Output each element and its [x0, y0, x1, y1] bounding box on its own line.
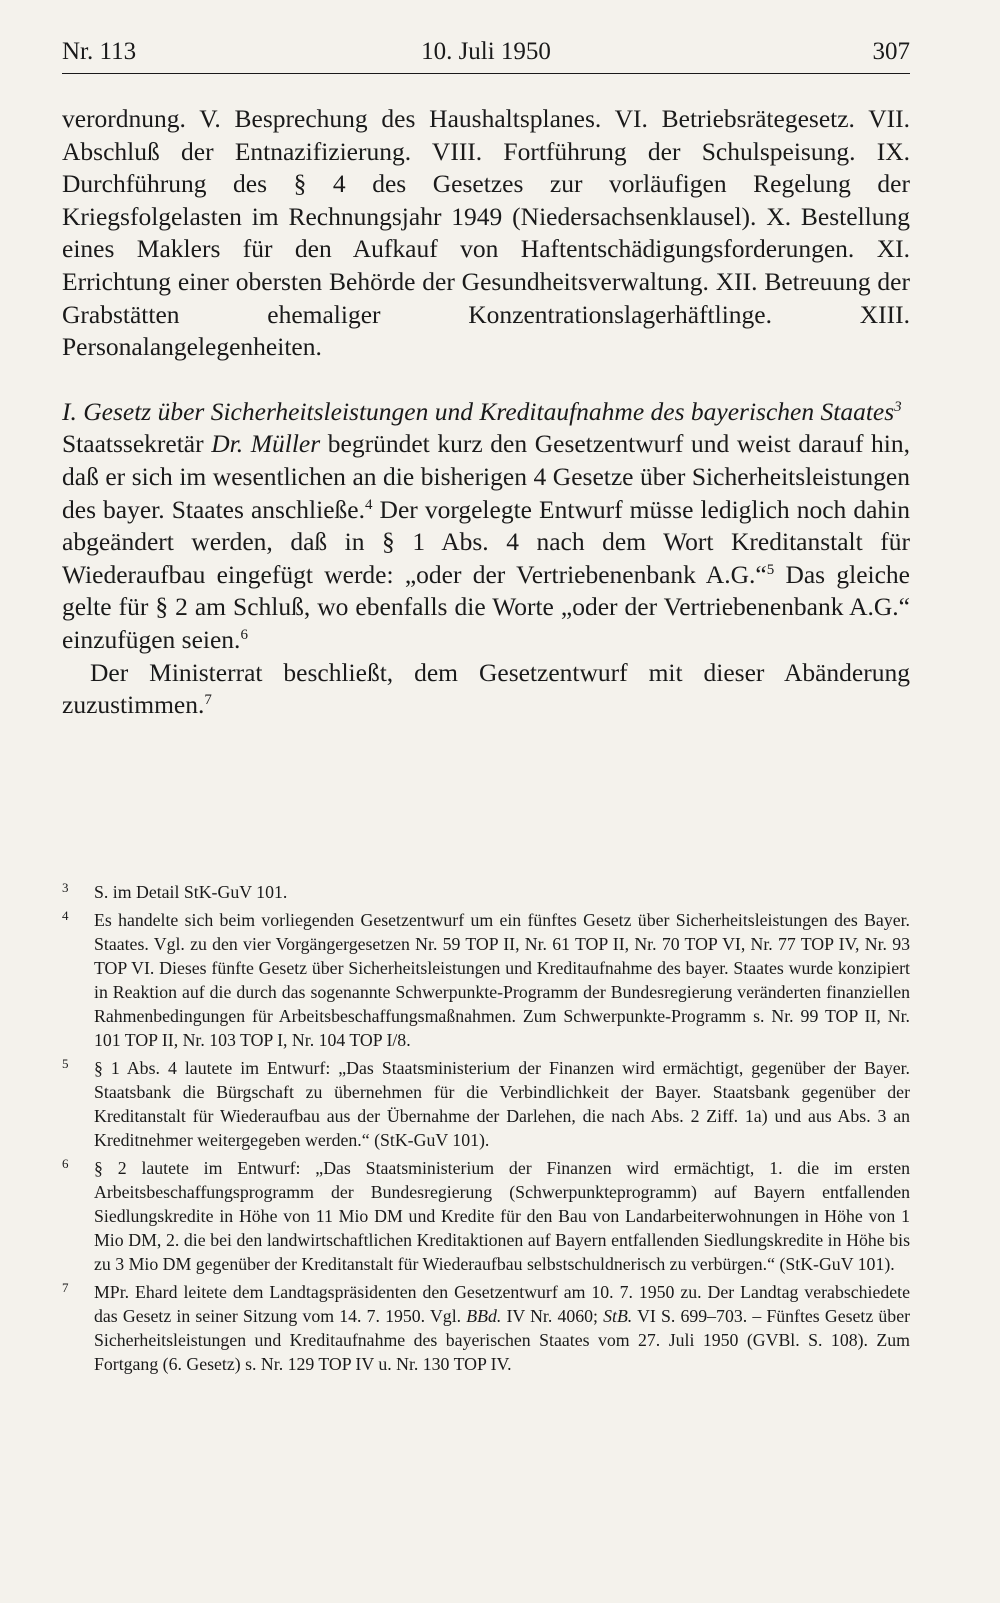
section-heading [62, 396, 910, 429]
footnote-ref-7: 7 [204, 692, 212, 709]
statement-text-b: Der vorgelegte Entwurf müsse lediglich noch dahin abgeändert werden, daß in § 1 Abs. 4 nach dem Wort Kreditanstalt für Wiederaufbau eingefügt werde: „oder der Vertriebenenbank A.G.“ [62, 494, 911, 589]
footnote-ref-3: 3 [894, 398, 902, 415]
footnote-text-a: MPr. Ehard leitete dem Landtagspräsidenten den Gesetzentwurf am 10. 7. 1950 zu. Der Landtag verabschiedete das Gesetz in seiner Sitzung vom 14. 7. 1950. Vgl. [94, 1282, 910, 1326]
footnote-3 [62, 880, 910, 904]
footnote-number: 3 [62, 880, 69, 895]
footnote-7 [62, 1280, 910, 1376]
speaker-role: Staatssekretär [62, 429, 212, 459]
footnote-text-c: VI S. 699–703. – Fünftes Gesetz über Sicherheitsleistungen und Kreditaufnahme des bayerischen Staates vom 27. Juli 1950 (GVBl. S. 108). Zum Fortgang (6. Gesetz) s. Nr. 129 TOP IV u. Nr. 130 TOP IV. [94, 1306, 911, 1374]
footnote-text [94, 1280, 910, 1376]
footnote-text: Es handelte sich beim vorliegenden Gesetzentwurf um ein fünftes Gesetz über Sicherheitsleistungen des Bayer. Staates. Vgl. zu den vier Vorgängergesetzen Nr. 59 TOP II, Nr. 61 TOP II, Nr. 70 TOP VI, Nr. 77 TOP IV, Nr. 93 TOP VI. Dieses fünfte Gesetz über Sicherheitsleistungen und Kreditaufnahme des bayer. Staates wurde konzipiert in Reaktion auf die durch das sogenannte Schwerpunkte-Programm der Bundesregierung veränderten finanziellen Rahmenbedingungen für Arbeitsbeschaffungsmaßnahmen. Zum Schwerpunkte-Programm s. Nr. 99 TOP II, Nr. 101 TOP II, Nr. 103 TOP I, Nr. 104 TOP I/8. [94, 910, 910, 1050]
footnote-4 [62, 908, 910, 1052]
agenda-paragraph: verordnung. V. Besprechung des Haushaltsplanes. VI. Betriebsrätegesetz. VII. Abschluß der Entnazifizierung. VIII. Fortführung der Schulspeisung. IX. Durchführung des § 4 des Gesetzes zur vorläufigen Regelung der Kriegsfolgelasten im Rechnungsjahr 1949 (Niedersachsenklausel). X. Bestellung eines Maklers für den Aufkauf von Haftentschädigungsforderungen. XI. Errichtung einer obersten Behörde der Gesundheitsverwaltung. XII. Betreuung der Grabstätten ehemaliger Konzentrationslagerhäftlinge. XIII. Personalangelegenheiten. [62, 104, 910, 362]
footnote-text: § 1 Abs. 4 lautete im Entwurf: „Das Staatsministerium der Finanzen wird ermächtigt, gegenüber der Bayer. Staatsbank die Bürgschaft zu übernehmen für die Verbindlichkeit der Bayer. Staatsbank gegenüber der Kreditanstalt für Wiederaufbau aus der Übernahme der Darlehen, die nach Abs. 2 Ziff. 1a) und aus Abs. 3 an Kreditnehmer weitergegeben werden.“ (StK-GuV 101). [94, 1058, 910, 1150]
main-text [62, 103, 910, 722]
footnote-text-b: IV Nr. 4060; [501, 1306, 604, 1326]
footnote-text: S. im Detail StK-GuV 101. [94, 882, 288, 902]
statement-paragraph [62, 428, 910, 656]
speaker-name: Müller [243, 429, 321, 459]
meeting-date: 10. Juli 1950 [421, 38, 551, 65]
footnote-ref-6: 6 [240, 626, 248, 643]
page-number: 307 [872, 38, 910, 65]
footnote-number: 5 [62, 1056, 69, 1071]
footnote-number: 4 [62, 908, 69, 923]
footnote-number: 7 [62, 1280, 69, 1295]
citation-bbd: BBd. [466, 1306, 502, 1326]
footnote-5 [62, 1056, 910, 1152]
footnote-number: 6 [62, 1156, 69, 1171]
header-rule [62, 73, 910, 74]
resolution-text: Der Ministerrat beschließt, dem Gesetzentwurf mit dieser Abänderung zuzustimmen. [62, 657, 910, 720]
footnote-ref-4: 4 [364, 496, 373, 513]
footnotes [62, 880, 910, 1376]
citation-stb: StB. [603, 1306, 633, 1326]
footnote-6 [62, 1156, 910, 1276]
issue-number: Nr. 113 [62, 38, 137, 65]
running-header [62, 36, 910, 76]
footnote-ref-5: 5 [766, 561, 775, 578]
speaker-title: Dr. [211, 429, 244, 459]
statement-text-c: Das gleiche gelte für § 2 am Schluß, wo ebenfalls die Worte „oder der Vertriebenenbank A.G.“ einzufügen seien. [62, 559, 910, 654]
statement-text-a: begründet kurz den Gesetzentwurf und weist darauf hin, daß er sich im wesentlichen an die bisherigen 4 Gesetze über Sicherheitsleistungen des bayer. Staates anschließe. [62, 429, 911, 524]
section-heading-text: I. Gesetz über Sicherheitsleistungen und Kreditaufnahme des bayerischen Staates [62, 396, 895, 426]
footnote-text: § 2 lautete im Entwurf: „Das Staatsministerium der Finanzen wird ermächtigt, 1. die im ersten Arbeitsbeschaffungsprogramm der Bundesregierung (Schwerpunkteprogramm) auf Bayern entfallenden Siedlungskredite in Höhe von 11 Mio DM und Kredite für den Bau von Landarbeiterwohnungen in Höhe von 1 Mio DM, 2. die bei den landwirtschaftlichen Kreditaktionen auf Bayern entfallenden Siedlungskredite in Höhe bis zu 3 Mio DM gegenüber der Kreditanstalt für Wiederaufbau selbstschuldnerisch zu verbürgen.“ (StK-GuV 101). [94, 1158, 910, 1274]
resolution-paragraph [62, 657, 910, 722]
